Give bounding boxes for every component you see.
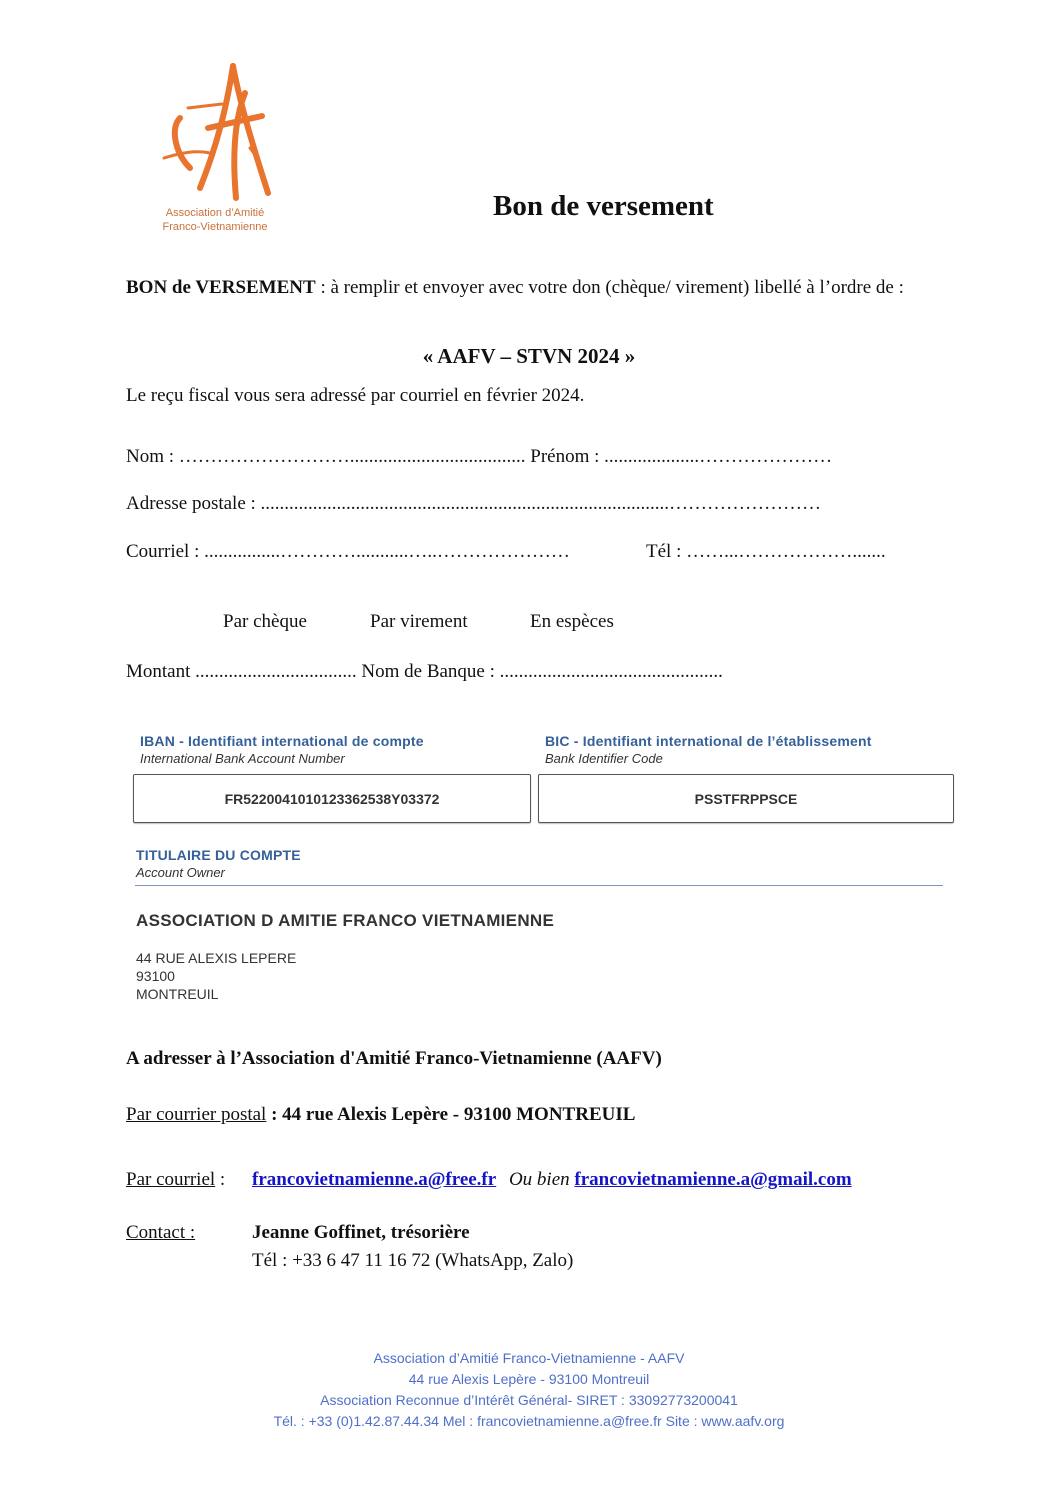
holder-address-street: 44 RUE ALEXIS LEPERE	[136, 950, 297, 966]
bic-value: PSSTFRPPSCE	[694, 790, 798, 807]
bic-sublabel: Bank Identifier Code	[545, 751, 663, 766]
contact-phone: Tél : +33 6 47 11 16 72 (WhatsApp, Zalo)	[252, 1250, 574, 1271]
footer-line-1: Association d’Amitié Franco-Vietnamienne - AAFV	[373, 1350, 685, 1366]
nom-prenom-field[interactable]: Nom : ………………………..................................... Prénom : ....................…………………	[126, 446, 833, 467]
intro-paragraph	[126, 274, 926, 301]
holder-address-postcode: 93100	[136, 968, 175, 984]
footer-line-4: Tél. : +33 (0)1.42.87.44.34 Mel : francovietnamienne.a@free.fr Site : www.aafv.org	[273, 1413, 785, 1429]
holder-name: ASSOCIATION D AMITIE FRANCO VIETNAMIENNE	[136, 911, 555, 930]
iban-label: IBAN - Identifiant international de compte	[140, 733, 424, 749]
email-or: Ou bien	[508, 1169, 570, 1190]
receipt-note: Le reçu fiscal vous sera adressé par courriel en février 2024.	[126, 385, 585, 406]
method-cheque[interactable]: Par chèque	[223, 611, 307, 632]
logo-caption-line2: Franco-Vietnamienne	[162, 221, 268, 233]
email-label: Par courriel	[126, 1169, 216, 1190]
aafv-logo-icon	[140, 58, 300, 208]
bic-label: BIC - Identifiant international de l’établissement	[545, 733, 872, 749]
send-to-heading: A adresser à l’Association d'Amitié Franco-Vietnamienne (AAFV)	[126, 1048, 662, 1069]
holder-label: TITULAIRE DU COMPTE	[136, 847, 301, 863]
email-link-gmail[interactable]: francovietnamienne.a@gmail.com	[574, 1169, 852, 1190]
page-title: Bon de versement	[493, 190, 714, 222]
courriel-field[interactable]: Courriel : ................…………...........…..…………………	[126, 541, 570, 562]
montant-banque-field[interactable]: Montant .................................. Nom de Banque : ...............................................	[126, 661, 723, 682]
payee-name: « AAFV – STVN 2024 »	[422, 344, 636, 368]
contact-label: Contact :	[126, 1222, 196, 1243]
iban-value: FR5220041010123362538Y03372	[224, 790, 440, 807]
email-sep: :	[215, 1169, 226, 1190]
logo-caption-line1: Association d’Amitié	[165, 207, 265, 219]
method-especes[interactable]: En espèces	[530, 611, 614, 632]
postal-line	[126, 1104, 635, 1126]
footer-line-2: 44 rue Alexis Lepère - 93100 Montreuil	[408, 1371, 650, 1387]
footer-line-3: Association Reconnue d’Intérêt Général- SIRET : 33092773200041	[320, 1392, 738, 1408]
holder-divider	[135, 885, 943, 886]
tel-field[interactable]: Tél : ……...……………….......	[646, 541, 886, 562]
method-virement[interactable]: Par virement	[370, 611, 468, 632]
email-line	[126, 1169, 225, 1191]
holder-sublabel: Account Owner	[136, 865, 225, 880]
logo-caption	[140, 206, 290, 234]
iban-sublabel: International Bank Account Number	[140, 751, 345, 766]
email-links	[252, 1169, 852, 1191]
email-link-free[interactable]: francovietnamienne.a@free.fr	[252, 1169, 497, 1190]
intro-text: : à remplir et envoyer avec votre don (chèque/ virement) libellé à l’ordre de :	[315, 277, 904, 298]
intro-lead: BON de VERSEMENT	[126, 277, 316, 298]
iban-value-box	[133, 774, 531, 823]
adresse-field[interactable]: Adresse postale : ......................................................................................……………………	[126, 493, 822, 514]
contact-name: Jeanne Goffinet, trésorière	[252, 1222, 470, 1243]
postal-address: : 44 rue Alexis Lepère - 93100 MONTREUIL	[266, 1104, 636, 1125]
holder-address-city: MONTREUIL	[136, 986, 219, 1002]
postal-label: Par courrier postal	[126, 1104, 267, 1125]
bic-value-box	[538, 774, 954, 823]
